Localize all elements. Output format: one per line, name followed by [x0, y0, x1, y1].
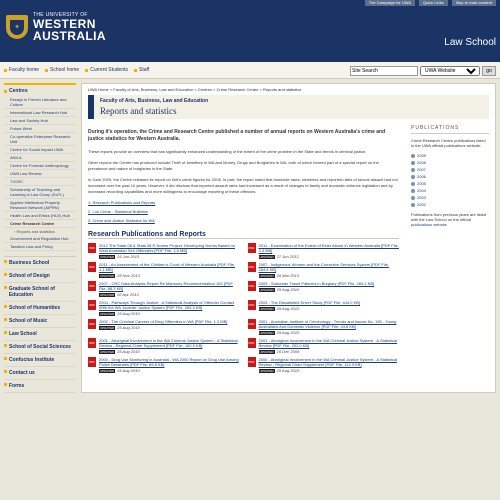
crest-icon: ✦	[6, 15, 28, 39]
school-link[interactable]: Business School	[4, 257, 76, 270]
pdf-icon: PDF	[248, 338, 256, 348]
bullet-icon	[4, 331, 7, 334]
bullet-icon	[411, 182, 415, 186]
pdf-icon: PDF	[248, 262, 256, 272]
school-link[interactable]: Forms	[4, 380, 76, 393]
bullet-icon	[4, 318, 7, 321]
updated-badge: UPDATED	[259, 307, 274, 311]
quick-links[interactable]: Quick Links	[419, 0, 448, 6]
skip-to-content-link[interactable]: Skip to main content	[452, 0, 496, 6]
year-link[interactable]: 2006	[411, 173, 489, 180]
bullet-icon	[411, 189, 415, 193]
report-link[interactable]: 2007 - Indigenous Women and the Corrective Services System [PDF File, 284.4 KB]	[258, 262, 389, 272]
bullet-icon	[4, 273, 7, 276]
year-link[interactable]: 2005	[411, 180, 489, 187]
bullet-icon	[4, 305, 7, 308]
bullet-icon	[4, 370, 7, 373]
report-date: 28 Nov 2013	[117, 273, 140, 278]
updated-badge: UPDATED	[259, 274, 274, 278]
sidebar-item[interactable]: Law and Society Hub	[4, 117, 76, 125]
logo-line2: AUSTRALIA	[33, 29, 106, 43]
pdf-icon: PDF	[88, 357, 96, 367]
report-date: 25 Aug 2010	[276, 368, 300, 373]
report-item	[248, 281, 400, 297]
main-nav	[0, 62, 500, 79]
updated-badge: UPDATED	[100, 274, 115, 278]
bullet-icon	[4, 286, 7, 289]
intro-text: During it's operation, the Crime and Research Centre published a number of annual reports on Western Australia's crime and justice statistics for Western Australia.	[88, 129, 386, 142]
year-link[interactable]: 2002	[411, 201, 489, 208]
report-link[interactable]: 2001 - Aboriginal Involvement in the WA Criminal Justice System - A Statistical Review [PDF File, 202.0 KB]	[258, 338, 398, 348]
school-link[interactable]: Contact us	[4, 367, 76, 380]
updated-badge: UPDATED	[100, 255, 115, 259]
sidebar-item[interactable]: TJCRC	[4, 178, 76, 186]
updated-badge: UPDATED	[259, 369, 274, 373]
school-link[interactable]: School of Social Sciences	[4, 341, 76, 354]
search-scope-select[interactable]	[420, 66, 480, 76]
report-item	[248, 319, 400, 335]
sidebar-item[interactable]: Taxation Law and Policy	[4, 243, 76, 251]
sidebar-item[interactable]: Future West	[4, 125, 76, 133]
report-item	[88, 281, 240, 297]
school-link[interactable]: School of Music	[4, 315, 76, 328]
pdf-icon: PDF	[88, 319, 96, 329]
publications-panel	[405, 119, 495, 377]
report-link[interactable]: 2007 - CRC Data Analysis Report Re Mahoney Recommendation 109 [PDF File, 88.3 KB]	[99, 281, 233, 291]
bullet-icon	[4, 383, 7, 386]
bullet-icon	[4, 90, 7, 93]
bullet-icon	[411, 161, 415, 165]
nav-faculty-home[interactable]: Faculty home	[4, 67, 39, 73]
bullet-icon	[4, 344, 7, 347]
sidebar	[4, 83, 76, 393]
bullet-icon	[411, 154, 415, 158]
centres-nav	[4, 83, 76, 251]
school-links	[4, 256, 76, 393]
reports-list	[88, 243, 399, 373]
sidebar-item[interactable]: International Law Research Hub	[4, 109, 76, 117]
campaign-link[interactable]: The Campaign for UWA	[365, 0, 415, 6]
report-date: 26 Mar 2013	[276, 273, 300, 278]
search-form	[350, 66, 496, 76]
report-item	[248, 357, 400, 373]
pdf-icon: PDF	[248, 300, 256, 310]
pdf-icon: PDF	[88, 281, 96, 291]
paragraph: These reports provide an overview that has significantly enhanced understanding of the extent of the crime problem in the State and trends in criminal justice.	[88, 149, 367, 154]
reports-heading: Research Publications and Reports	[88, 231, 399, 239]
year-link[interactable]: 2008	[411, 159, 489, 166]
pdf-icon: PDF	[88, 262, 96, 272]
bullet-icon	[45, 69, 48, 72]
nav-school-home[interactable]: School home	[45, 67, 79, 73]
report-date: 25 Aug 2010	[117, 311, 140, 316]
report-date: 25 Aug 2010	[117, 349, 140, 354]
updated-badge: UPDATED	[259, 331, 274, 335]
report-link[interactable]: 2009 - Suburban Travel Patterns in Burglary [PDF File, 284.2 KB]	[258, 281, 375, 286]
report-link[interactable]: 2003 - The Dissatisfied Driver Study [PDF File, 444.0 KB]	[258, 300, 361, 305]
school-link[interactable]: Law School	[4, 328, 76, 341]
school-link[interactable]: School of Design	[4, 270, 76, 283]
year-link[interactable]: 2007	[411, 166, 489, 173]
report-link[interactable]: 2012 The State 08 & Stats 08 R Norms Project: Developing Norms Based on West Australian Sex Offenders [PDF File, 1.5 MB]	[99, 243, 235, 253]
logo-line1: WESTERN	[33, 17, 96, 31]
pdf-icon: PDF	[248, 281, 256, 291]
page-header	[88, 95, 489, 119]
sidebar-item[interactable]: Applied Intellectual Property Research Network (AIPRN)	[4, 199, 76, 212]
year-list	[411, 152, 489, 208]
year-link[interactable]: 2004	[411, 187, 489, 194]
main-content	[81, 83, 496, 393]
bullet-icon	[4, 260, 7, 263]
logo-small-text: THE UNIVERSITY OF	[33, 12, 88, 18]
report-date: 02 Apr 2013	[117, 292, 139, 297]
search-input[interactable]	[350, 66, 418, 76]
report-date: 27 Jun 2012	[276, 254, 299, 259]
report-item	[88, 357, 240, 373]
sidebar-item[interactable]: Scholarship of Teaching and Learning in Law Group (SoTL)	[4, 186, 76, 199]
sidebar-item[interactable]: UWA Law Review	[4, 170, 76, 178]
updated-badge: UPDATED	[100, 293, 115, 297]
bullet-icon	[411, 168, 415, 172]
school-title[interactable]: Law School	[444, 37, 496, 48]
department-name: Faculty of Arts, Business, Law and Education	[100, 98, 209, 104]
bullet-icon	[411, 196, 415, 200]
year-link[interactable]: 2009	[411, 152, 489, 159]
publications-text: Crime Research Centre publications listed in the UWA official publications website:	[411, 138, 486, 148]
report-link[interactable]: 2011 - An Assessment of the Children's Court of Western Australia [PDF File, 1.1 MB]	[99, 262, 236, 272]
bullet-icon	[411, 203, 415, 207]
report-link[interactable]: 2001 - Aboriginal Involvement in the WA Criminal Justice System - A Statistical Review - Regional Chart Supplement [PDF File, 160.9 KB]	[99, 338, 238, 348]
sidebar-item[interactable]: Co-operative Enterprise Research Unit	[4, 133, 76, 146]
bullet-icon	[4, 357, 7, 360]
sidebar-item-crime-research-centre[interactable]: Crime Research Centre	[4, 220, 76, 228]
updated-badge: UPDATED	[100, 369, 115, 373]
school-link[interactable]: Confucius Institute	[4, 354, 76, 367]
banner	[0, 6, 500, 62]
nav-staff[interactable]: Staff	[134, 67, 149, 73]
year-link[interactable]: 2003	[411, 194, 489, 201]
uwa-logo[interactable]	[6, 12, 106, 42]
report-link[interactable]: 2002 - The Criminal Careers of Drug Offenders in WA [PDF File, 1.2 MB]	[99, 319, 228, 324]
report-date: 16 Dec 2009	[276, 349, 300, 354]
anchor-link[interactable]: 2. I on Crime - Statistical Bulletins	[88, 209, 148, 214]
pdf-icon: PDF	[248, 243, 256, 253]
sidebar-item[interactable]: Centre for Social Impact UWA	[4, 146, 76, 154]
updated-badge: UPDATED	[100, 326, 115, 330]
school-link[interactable]: School of Humanities	[4, 302, 76, 315]
publications-heading: PUBLICATIONS	[411, 125, 489, 134]
report-item	[88, 243, 240, 259]
report-date: 25 Aug 2010	[276, 287, 300, 292]
report-link[interactable]: 2000 - Drug Use Monitoring in Australia - WA 2000 Report on Drug Use Among Police Detainees [PDF File, 89.8 KB]	[99, 357, 239, 367]
paragraph: Other reports the Centre has produced include Theft of Jewellery in WA and Money, Drugs and Burglaries in WA, both of which formed part of a special report on the prevalence and nature of burglaries in the State.	[88, 160, 379, 171]
report-item	[88, 338, 240, 354]
report-item	[88, 262, 240, 278]
sidebar-subitem-reports[interactable]: › Reports and statistics	[14, 229, 55, 234]
report-date: 25 Aug 2010	[117, 368, 140, 373]
report-date: 25 Aug 2010	[276, 330, 300, 335]
school-link[interactable]: Graduate School of Education	[4, 283, 76, 302]
anchor-link[interactable]: 3. Crime and Justice Statistics for WA	[88, 218, 155, 223]
report-link[interactable]: 2004 - Pathways Through Justice - A Statistical Analysis of Offender Contact With the WA Juvenile Justice System [PDF File, 263.3 KB]	[99, 300, 235, 310]
report-link[interactable]: 2001 - Australian Institute of Criminology - Trends and Issues No. 195 - Young Australians And Domestic Violence [PDF File, 44.8 KB]	[258, 319, 397, 329]
search-go-button[interactable]: go	[482, 66, 496, 76]
updated-badge: UPDATED	[259, 288, 274, 292]
paragraph: In June 2009, the Centre released its report on WA's crime figures for 2008. In part, the report noted that homicide rates, robberies and reported rates of sexual assault had not increased over the past 10 years. However, it did disclose that reported assault rates had increased as a result of changes to family and domestic violence legislation and by increased recording capabilities and more willingness to encourage reporting of these offences.	[88, 177, 398, 194]
report-item	[248, 338, 400, 354]
pdf-icon: PDF	[88, 300, 96, 310]
report-link[interactable]: 2011 - Examination of the Extent of Elder Abuse in Western Australia [PDF File, 3.3 MB]	[258, 243, 399, 253]
centres-heading[interactable]: Centres	[4, 88, 76, 94]
sidebar-item[interactable]: Government and Regulation Hub	[4, 235, 76, 243]
bullet-icon	[85, 69, 88, 72]
nav-current-students[interactable]: Current Students	[85, 67, 128, 73]
sidebar-item[interactable]: Centre for Forensic Anthropology	[4, 162, 76, 170]
bullet-icon	[4, 69, 7, 72]
updated-badge: UPDATED	[259, 350, 274, 354]
breadcrumb[interactable]: UWA Home > Faculty of Arts, Business, Law and Education > Centres > Crime Research Centre > Reports and statistics	[88, 87, 302, 92]
report-item	[88, 319, 240, 335]
bullet-icon	[411, 175, 415, 179]
sidebar-item[interactable]: Health Law and Ethics (HLE) Hub	[4, 212, 76, 220]
updated-badge: UPDATED	[100, 312, 115, 316]
report-date: 25 Aug 2010	[276, 306, 300, 311]
updated-badge: UPDATED	[100, 350, 115, 354]
official-publications-link[interactable]: official publications website	[411, 217, 472, 227]
article	[82, 119, 405, 377]
bullet-icon	[134, 69, 137, 72]
report-date: 25 Aug 2010	[117, 325, 140, 330]
pdf-icon: PDF	[88, 338, 96, 348]
sidebar-item[interactable]: Essays in French Literature and Culture	[4, 96, 76, 109]
report-item	[248, 262, 400, 278]
report-date: 25 Jun 2013	[117, 254, 140, 259]
report-item	[248, 300, 400, 316]
pdf-icon: PDF	[248, 319, 256, 329]
report-item	[88, 300, 240, 316]
report-link[interactable]: 2000 - Aboriginal Involvement in the WA Criminal Justice System - A Statistical Review - Regional Chart Supplement [PDF File, 112.0 KB]	[258, 357, 398, 367]
pdf-icon: PDF	[88, 243, 96, 253]
pdf-icon: PDF	[248, 357, 256, 367]
updated-badge: UPDATED	[259, 255, 274, 259]
report-item	[248, 243, 400, 259]
sidebar-item[interactable]: ANILA	[4, 154, 76, 162]
page-title: Reports and statistics	[100, 106, 177, 116]
anchor-link[interactable]: 1. Research Publications and Reports	[88, 200, 156, 205]
publications-footer: Publications from previous years are listed with the Law School on the official publications website	[411, 212, 487, 227]
